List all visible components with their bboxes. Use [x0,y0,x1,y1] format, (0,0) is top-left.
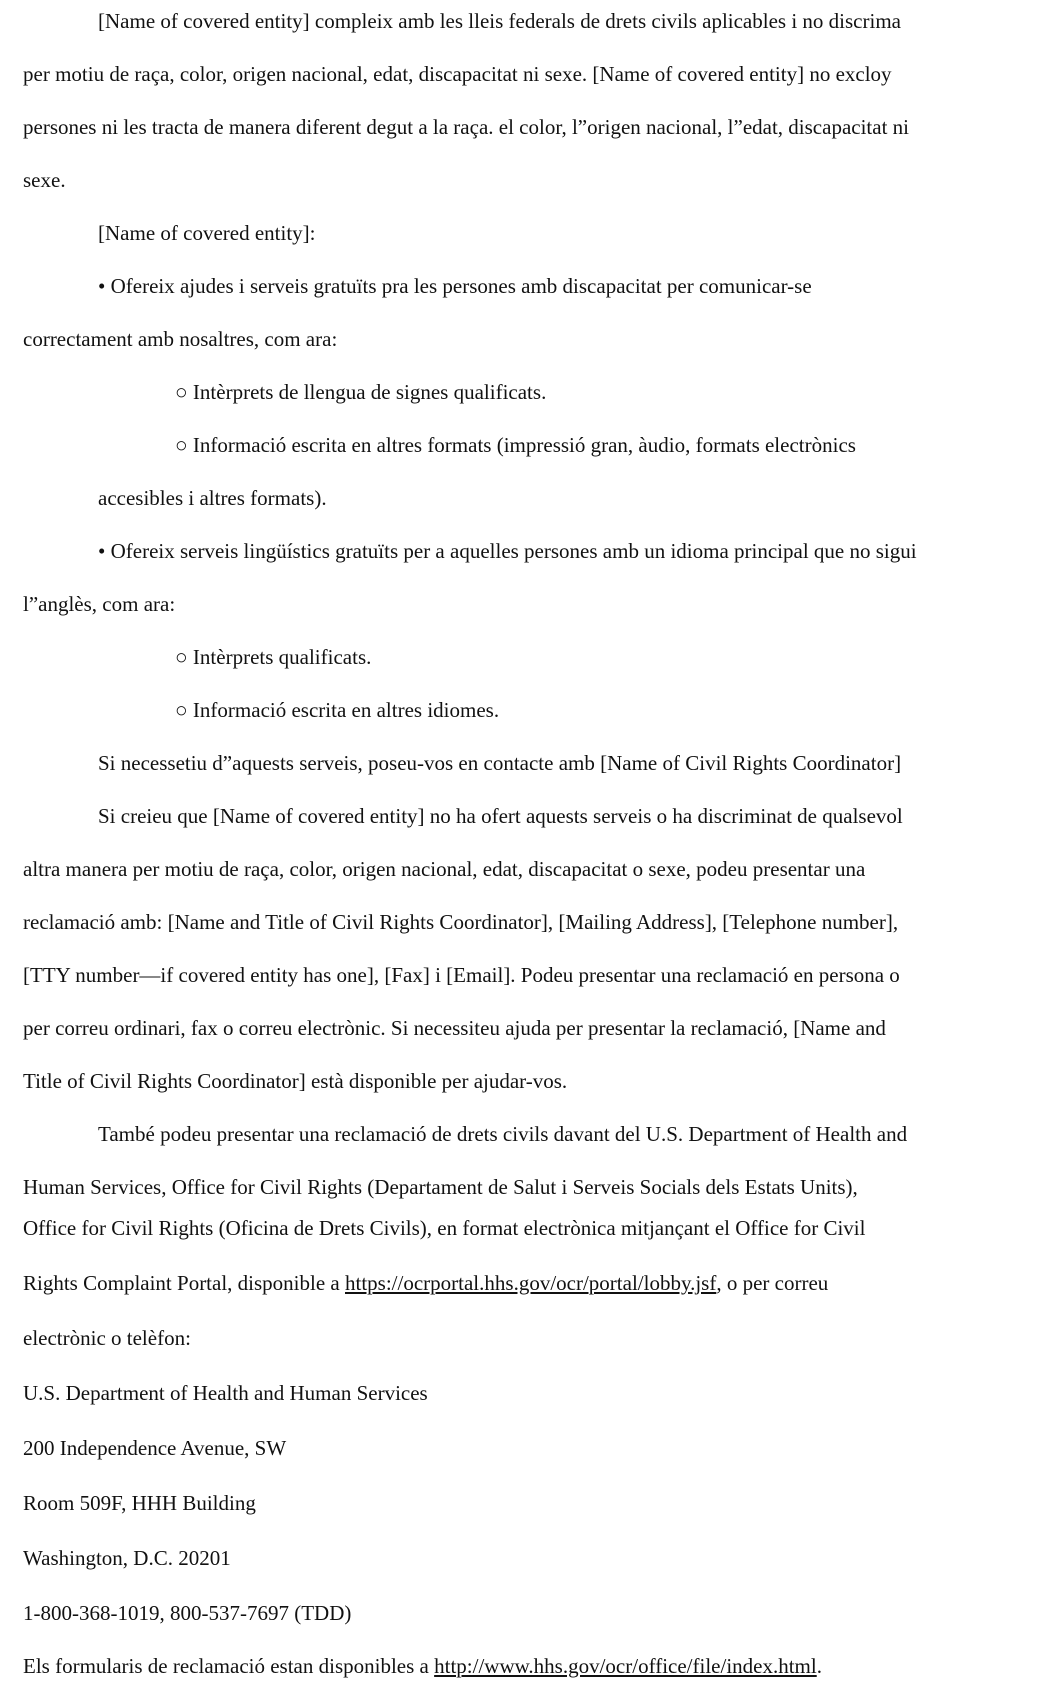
bullet-item-language: l”anglès, com ara: [23,592,176,616]
address-line: 200 Independence Avenue, SW [23,1436,287,1460]
contact-paragraph: Si necessetiu d”aquests serveis, poseu-vos en contacte amb [Name of Civil Rights Coordinator] [98,751,902,775]
address-line: Room 509F, HHH Building [23,1491,256,1515]
forms-line [23,1653,822,1679]
complaint-paragraph-line: Si creieu que [Name of covered entity] no ha ofert aquests serveis o ha discriminat de qualsevol [98,804,903,828]
bullet-item-language: • Ofereix serveis lingüístics gratuïts per a aquelles persones amb un idioma principal que no sigui [98,539,917,563]
complaint-paragraph-line: reclamació amb: [Name and Title of Civil Rights Coordinator], [Mailing Address], [Telephone number], [23,910,899,934]
bullet-item-disability: correctament amb nosaltres, com ara: [23,327,338,351]
ocr-paragraph-line [23,1270,828,1296]
intro-paragraph-line: [Name of covered entity] compleix amb les lleis federals de drets civils aplicables i no discrima [98,9,901,33]
sub-bullet-sign-language: ○ Intèrprets de llengua de signes qualificats. [175,380,547,404]
ocr-portal-text: , o per correu [716,1271,829,1295]
address-line: Washington, D.C. 20201 [23,1546,231,1570]
intro-paragraph-line: persones ni les tracta de manera diferent degut a la raça. el color, l”origen nacional, l”edat, discapacitat ni [23,115,909,139]
ocr-paragraph-line: electrònic o telèfon: [23,1326,191,1350]
phone-line: 1-800-368-1019, 800-537-7697 (TDD) [23,1601,352,1625]
ocr-portal-text: Rights Complaint Portal, disponible a [23,1271,345,1295]
intro-paragraph-line: sexe. [23,168,66,192]
sub-bullet-other-formats: accesibles i altres formats). [98,486,327,510]
sub-bullet-interpreters: ○ Intèrprets qualificats. [175,645,372,669]
forms-text: . [816,1654,822,1678]
ocr-portal-link[interactable]: https://ocrportal.hhs.gov/ocr/portal/lobby.jsf [345,1271,717,1295]
ocr-paragraph-line: Human Services, Office for Civil Rights (Departament de Salut i Serveis Socials dels Estats Units), [23,1175,858,1199]
address-line: U.S. Department of Health and Human Services [23,1381,428,1405]
sub-bullet-other-formats: ○ Informació escrita en altres formats (impressió gran, àudio, formats electrònics [175,433,856,457]
bullet-item-disability: • Ofereix ajudes i serveis gratuïts pra les persones amb discapacitat per comunicar-se [98,274,812,298]
complaint-paragraph-line: [TTY number—if covered entity has one], [Fax] i [Email]. Podeu presentar una reclamació en persona o [23,963,900,987]
complaint-paragraph-line: per correu ordinari, fax o correu electrònic. Si necessiteu ajuda per presentar la reclamació, [Name and [23,1016,886,1040]
ocr-paragraph-line: Office for Civil Rights (Oficina de Drets Civils), en format electrònica mitjançant el Office for Civil [23,1216,866,1240]
forms-text: Els formularis de reclamació estan disponibles a [23,1654,435,1678]
complaint-paragraph-line: Title of Civil Rights Coordinator] està disponible per ajudar-vos. [23,1069,568,1093]
sub-bullet-other-languages: ○ Informació escrita en altres idiomes. [175,698,500,722]
intro-paragraph-line: per motiu de raça, color, origen nacional, edat, discapacitat ni sexe. [Name of covered entity] no excloy [23,62,892,86]
ocr-paragraph-line: També podeu presentar una reclamació de drets civils davant del U.S. Department of Health and [98,1122,908,1146]
forms-link[interactable]: http://www.hhs.gov/ocr/office/file/index.html [434,1654,817,1678]
entity-heading: [Name of covered entity]: [98,221,316,245]
complaint-paragraph-line: altra manera per motiu de raça, color, origen nacional, edat, discapacitat o sexe, podeu presentar una [23,857,866,881]
